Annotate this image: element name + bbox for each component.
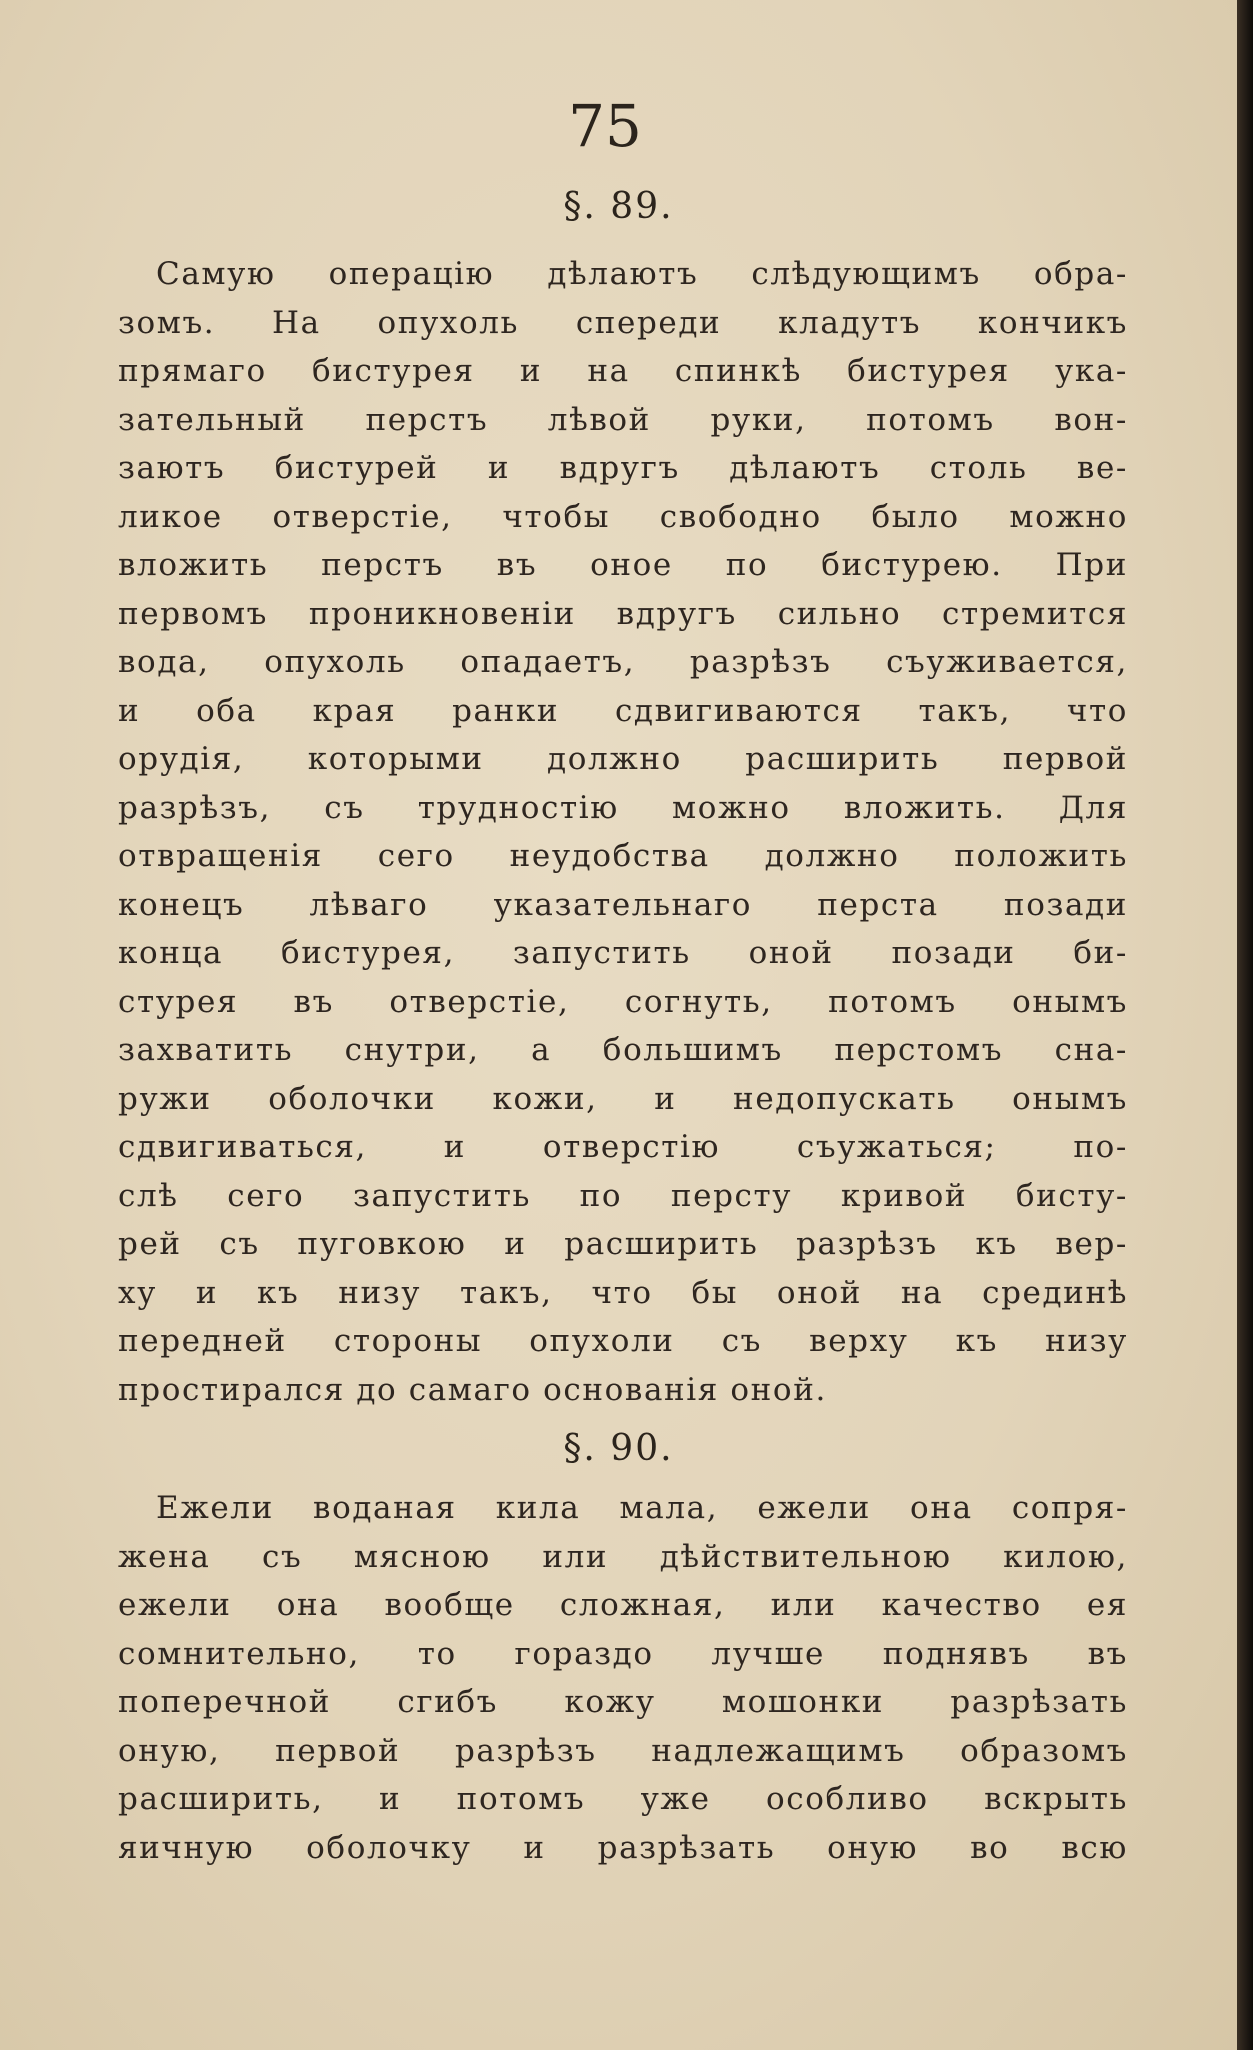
- page-number: 75: [568, 92, 642, 160]
- text-line: первомъ проникновеніи вдругъ сильно стремится: [118, 595, 1128, 632]
- text-line: ежели она вообще сложная, или качество ея: [118, 1587, 1128, 1623]
- text-line: разрѣзъ, съ трудностію можно вложить. Для: [118, 789, 1128, 826]
- text-line: конца бистурея, запустить оной позади би-: [118, 935, 1128, 971]
- text-line: оную, первой разрѣзъ надлежащимъ образомъ: [118, 1732, 1128, 1769]
- paragraph-section-89: [118, 250, 1128, 1414]
- text-line: слѣ сего запустить по персту кривой бисту-: [118, 1177, 1128, 1214]
- text-line: вложить перстъ въ оное по бистурею. При: [118, 547, 1128, 583]
- page-edge-shadow: [1237, 0, 1253, 2050]
- text-line: жена съ мясною или дѣйствительною килою,: [118, 1538, 1128, 1575]
- text-line: зомъ. На опухоль спереди кладутъ кончикъ: [118, 304, 1128, 341]
- section-heading-90: §. 90.: [563, 1428, 674, 1469]
- text-line: заютъ бистурей и вдругъ дѣлаютъ столь ве-: [118, 450, 1128, 486]
- text-line: яичную оболочку и разрѣзать оную во всю: [118, 1829, 1128, 1866]
- text-line: простирался до самаго основанія оной.: [118, 1371, 827, 1408]
- text-line: зательный перстъ лѣвой руки, потомъ вон-: [118, 401, 1128, 438]
- text-line: ликое отверстіе, чтобы свободно было можно: [118, 498, 1128, 535]
- paragraph-section-90: [118, 1484, 1128, 1872]
- text-line: конецъ лѣваго указательнаго перста позади: [118, 886, 1128, 923]
- text-line: отвращенія сего неудобства должно положить: [118, 838, 1128, 874]
- text-line: прямаго бистурея и на спинкѣ бистурея ука-: [118, 353, 1128, 389]
- text-line: стурея въ отверстіе, согнуть, потомъ онымъ: [118, 983, 1128, 1020]
- text-line: поперечной сгибъ кожу мошонки разрѣзать: [118, 1684, 1128, 1720]
- text-line: вода, опухоль опадаетъ, разрѣзъ съуживается,: [118, 644, 1128, 680]
- text-line: ружи оболочки кожи, и недопускать онымъ: [118, 1080, 1128, 1117]
- text-line: орудія, которыми должно расширить первой: [118, 741, 1128, 777]
- text-line: ху и къ низу такъ, что бы оной на срединѣ: [118, 1274, 1128, 1311]
- text-line: Самую операцію дѣлаютъ слѣдующимъ обра-: [156, 256, 1128, 292]
- text-line: захватить снутри, а большимъ перстомъ сна-: [118, 1032, 1128, 1068]
- section-heading-89: §. 89.: [563, 186, 674, 227]
- text-line: расширить, и потомъ уже особливо вскрыть: [118, 1781, 1128, 1817]
- text-line: передней стороны опухоли съ верху къ низу: [118, 1323, 1128, 1359]
- text-line: сомнительно, то гораздо лучше поднявъ въ: [118, 1635, 1128, 1672]
- text-line: Ежели воданая кила мала, ежели она сопря-: [156, 1490, 1128, 1526]
- text-line: сдвигиваться, и отверстію съужаться; по-: [118, 1129, 1128, 1165]
- text-line: и оба края ранки сдвигиваются такъ, что: [118, 692, 1128, 729]
- text-line: рей съ пуговкою и расширить разрѣзъ къ вер-: [118, 1226, 1128, 1262]
